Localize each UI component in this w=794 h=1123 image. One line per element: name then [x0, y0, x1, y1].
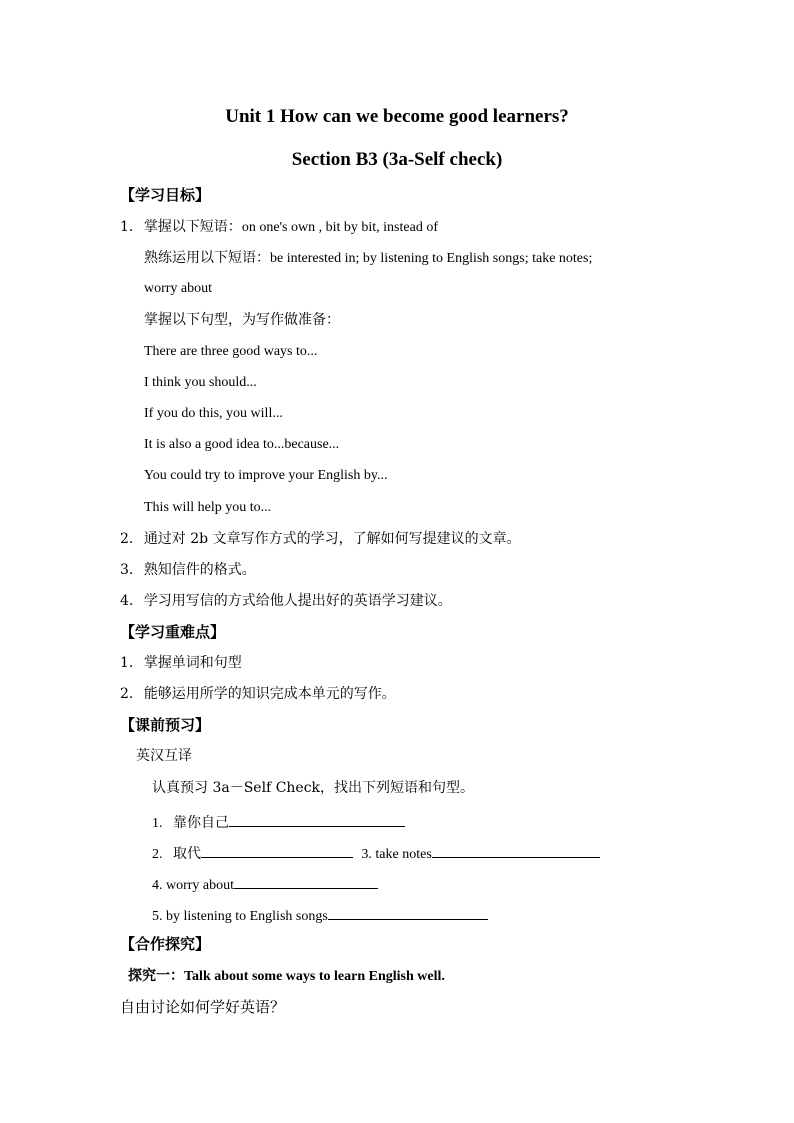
- objective-1: [120, 218, 438, 237]
- objective-1b-cn: 熟练运用以下短语：: [144, 250, 270, 266]
- objective-1b-en-cont: worry about: [144, 281, 213, 296]
- sentence-pattern-1: There are three good ways to...: [144, 344, 318, 359]
- list-number: 3.: [120, 562, 134, 578]
- answer-blank-4[interactable]: [234, 873, 378, 889]
- sentence-pattern-6: This will help you to...: [144, 500, 272, 515]
- sentence-pattern-4: It is also a good idea to...because...: [144, 437, 340, 452]
- objective-3-text: 熟知信件的格式。: [143, 562, 256, 578]
- objective-4-text: 学习用写信的方式给他人提出好的英语学习建议。: [143, 593, 452, 609]
- exploration-1: [128, 967, 445, 986]
- list-number: 2.: [120, 686, 134, 702]
- heading-cooperative-exploration: 【合作探究】: [120, 935, 211, 953]
- key-point-2-text: 能够运用所学的知识完成本单元的写作。: [143, 686, 396, 702]
- objective-4: [120, 592, 452, 610]
- list-number: 4.: [120, 593, 134, 609]
- objective-2: [120, 530, 521, 548]
- list-number: 1.: [152, 816, 163, 831]
- key-point-1-text: 掌握单词和句型: [143, 655, 242, 671]
- objective-1b: [144, 249, 592, 268]
- objective-1c-cn: 掌握以下句型，为写作做准备：: [144, 312, 340, 328]
- objective-2-text: 通过对 2b 文章写作方式的学习，了解如何写提建议的文章。: [143, 531, 521, 547]
- list-number: 1.: [120, 655, 134, 671]
- preview-question-3-text: 3. take notes: [361, 847, 432, 862]
- heading-key-points: 【学习重难点】: [120, 623, 226, 641]
- answer-blank-5[interactable]: [328, 904, 488, 920]
- answer-blank-2[interactable]: [201, 842, 353, 858]
- list-number: 1.: [120, 219, 134, 235]
- heading-learning-objectives: 【学习目标】: [120, 186, 211, 204]
- preview-question-4: [152, 873, 378, 895]
- discussion-prompt: 自由讨论如何学好英语？: [120, 998, 286, 1016]
- answer-blank-3[interactable]: [432, 842, 600, 858]
- heading-preview: 【课前预习】: [120, 716, 211, 734]
- objective-3: [120, 561, 256, 579]
- preview-instruction: 认真预习 3a－Self Check，找出下列短语和句型。: [152, 780, 475, 796]
- preview-question-5-text: 5. by listening to English songs: [152, 909, 328, 924]
- answer-blank-1[interactable]: [229, 811, 405, 827]
- sentence-pattern-3: If you do this, you will...: [144, 406, 283, 421]
- section-title: Section B3 (3a-Self check): [291, 149, 503, 170]
- sentence-pattern-5: You could try to improve your English by...: [144, 468, 388, 483]
- key-point-2: [120, 685, 396, 703]
- sentence-pattern-2: I think you should...: [144, 375, 257, 390]
- preview-question-2: [152, 842, 600, 864]
- preview-subtitle: 英汉互译: [136, 748, 192, 764]
- preview-question-4-text: 4. worry about: [152, 878, 235, 893]
- objective-1-en: on one's own , bit by bit, instead of: [241, 220, 438, 235]
- exploration-1-label: 探究一：: [128, 968, 184, 984]
- objective-1b-en: be interested in; by listening to English songs; take notes;: [270, 251, 593, 266]
- list-number: 2.: [120, 531, 134, 547]
- key-point-1: [120, 654, 242, 672]
- preview-question-1-text: 靠你自己: [172, 815, 229, 831]
- objective-1-cn: 掌握以下短语：: [143, 219, 242, 235]
- unit-title: Unit 1 How can we become good learners?: [225, 106, 569, 127]
- exploration-1-text: Talk about some ways to learn English well.: [184, 969, 445, 984]
- list-number: 2.: [152, 847, 163, 862]
- preview-question-1: [152, 811, 405, 833]
- preview-question-2-text: 取代: [172, 846, 201, 862]
- preview-question-5: [152, 904, 488, 926]
